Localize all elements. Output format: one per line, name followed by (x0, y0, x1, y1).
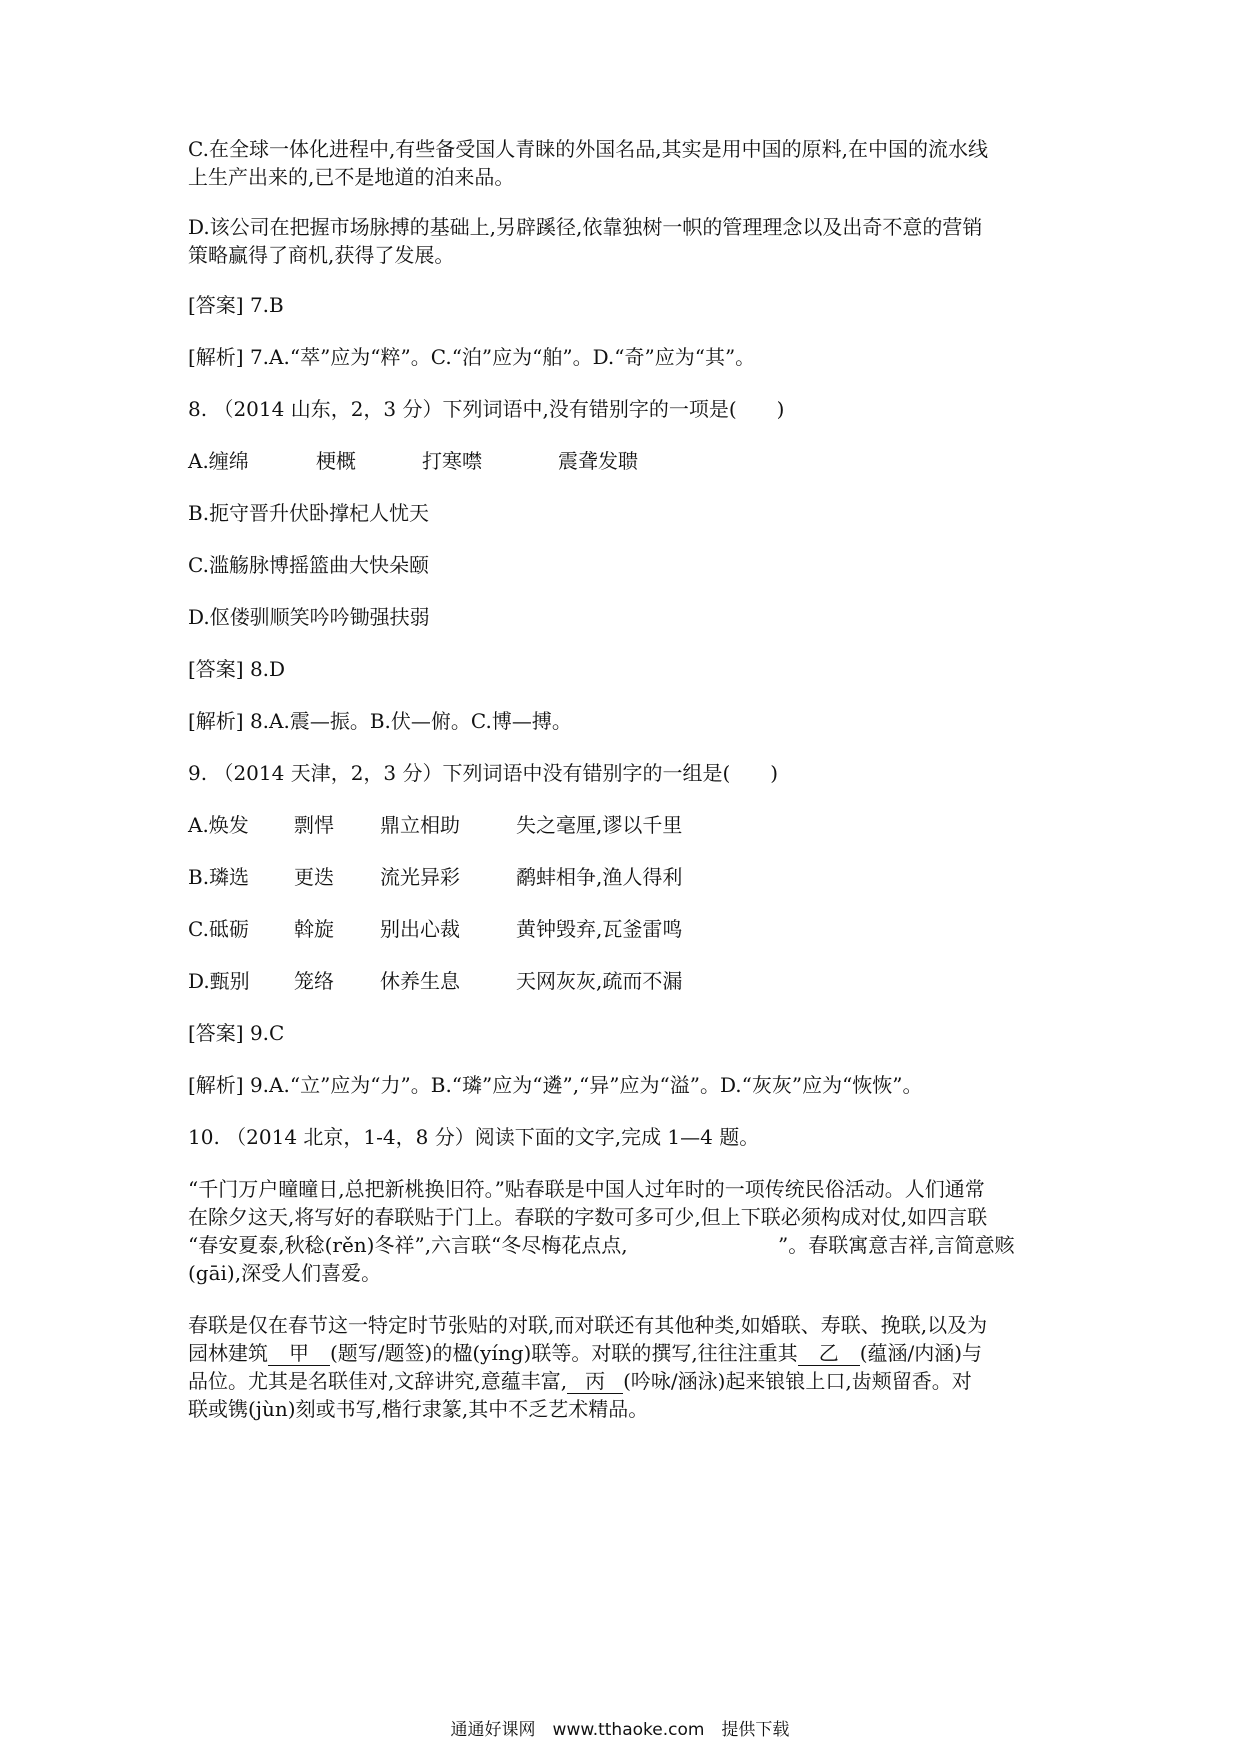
q9-option-a-word-1: A.焕发 (188, 813, 249, 837)
blank-yi: 乙 (798, 1341, 860, 1366)
q8-option-c: C.滥觞脉博摇篮曲大快朵颐 (188, 553, 429, 577)
q8-answer: [答案] 8.D (188, 657, 286, 681)
q9-option-a-word-2: 剽悍 (294, 813, 334, 837)
q9-option-c-word-4: 黄钟毁弃,瓦釜雷鸣 (516, 917, 683, 941)
q9-option-a (188, 810, 1068, 840)
q9-option-b-word-1: B.璘选 (188, 865, 250, 889)
q9-option-b (188, 862, 1068, 892)
q10-p2-line3-text-a: 品位。尤其是名联佳对,文辞讲究,意蕴丰富, (188, 1369, 568, 1393)
q7-analysis: [解析] 7.A.“萃”应为“粹”。C.“泊”应为“舶”。D.“奇”应为“其”。 (188, 345, 756, 369)
q8-option-a-word-4: 震聋发聩 (558, 449, 638, 473)
q7-option-c-line1: C.在全球一体化进程中,有些备受国人青睐的外国名品,其实是用中国的原料,在中国的流水线 (188, 137, 989, 161)
q9-option-b-word-3: 流光异彩 (380, 865, 460, 889)
q9-option-c-word-3: 别出心裁 (380, 917, 460, 941)
q10-p2-line3-text-b: (吟咏/涵泳)起来锒锒上口,齿颊留香。对 (623, 1369, 972, 1393)
q9-option-b-word-4: 鹬蚌相争,渔人得利 (516, 865, 683, 889)
q10-p2-line1: 春联是仅在春节这一特定时节张贴的对联,而对联还有其他种类,如婚联、寿联、挽联,以及为 (188, 1313, 988, 1337)
q7-option-c-line2: 上生产出来的,已不是地道的泊来品。 (188, 165, 515, 189)
q9-option-b-word-2: 更迭 (294, 865, 334, 889)
q10-p2-line2-text-b: (题写/题签)的楹(yíng)联等。对联的撰写,往往注重其 (330, 1341, 798, 1365)
q8-option-b: B.扼守晋升伏卧撑杞人忧天 (188, 501, 430, 525)
q9-option-c-word-2: 斡旋 (294, 917, 334, 941)
q10-p1-line3-text-a: “春安夏泰,秋稔(rěn)冬祥”,六言联“冬尽梅花点点, (188, 1233, 628, 1257)
q10-p1-line3 (188, 1230, 1068, 1260)
q8-option-a-word-1: A.缠绵 (188, 449, 249, 473)
blank-jia: 甲 (268, 1341, 330, 1366)
q9-option-d-word-4: 天网灰灰,疏而不漏 (516, 969, 683, 993)
q10-p2-line4: 联或镌(jùn)刻或书写,楷行隶篆,其中不乏艺术精品。 (188, 1397, 649, 1421)
q8-option-a-word-2: 梗概 (316, 449, 356, 473)
q10-p1-line1: “千门万户曈曈日,总把新桃换旧符。”贴春联是中国人过年时的一项传统民俗活动。人们通常 (188, 1177, 985, 1201)
q9-option-a-word-4: 失之毫厘,谬以千里 (516, 813, 683, 837)
q9-option-d-word-2: 笼络 (294, 969, 334, 993)
q10-p2-line2 (188, 1338, 982, 1368)
q8-option-d: D.伛偻驯顺笑吟吟锄强扶弱 (188, 605, 430, 629)
q8-analysis: [解析] 8.A.震—振。B.伏—俯。C.博—搏。 (188, 709, 572, 733)
q7-answer: [答案] 7.B (188, 293, 284, 317)
q9-stem: 9. （2014 天津，2，3 分）下列词语中没有错别字的一组是( ) (188, 761, 779, 785)
q10-p2-line3 (188, 1366, 972, 1396)
q10-p2-line2-text-c: (蕴涵/内涵)与 (859, 1341, 983, 1365)
blank-bing: 丙 (567, 1369, 623, 1394)
q9-option-d-word-3: 休养生息 (380, 969, 460, 993)
q10-p2-line2-text-a: 园林建筑 (188, 1341, 268, 1365)
q9-answer: [答案] 9.C (188, 1021, 285, 1045)
q9-option-d (188, 966, 1068, 996)
q9-option-a-word-3: 鼎立相助 (380, 813, 460, 837)
q9-option-c (188, 914, 1068, 944)
q9-analysis: [解析] 9.A.“立”应为“力”。B.“璘”应为“遴”,“异”应为“溢”。D.“灰灰”应为“恢恢”。 (188, 1073, 923, 1097)
q10-p1-line2: 在除夕这天,将写好的春联贴于门上。春联的字数可多可少,但上下联必须构成对仗,如四言联 (188, 1205, 988, 1229)
q10-stem: 10. （2014 北京，1-4，8 分）阅读下面的文字,完成 1—4 题。 (188, 1125, 760, 1149)
q7-option-d-line2: 策略赢得了商机,获得了发展。 (188, 243, 455, 267)
q7-option-d-line1: D.该公司在把握市场脉搏的基础上,另辟蹊径,依靠独树一帜的管理理念以及出奇不意的营销 (188, 215, 983, 239)
q9-option-c-word-1: C.砥砺 (188, 917, 249, 941)
q8-option-a (188, 446, 1068, 476)
page-footer: 通通好课网 www.tthaoke.com 提供下载 (450, 1720, 790, 1740)
q9-option-d-word-1: D.甄别 (188, 969, 250, 993)
q10-p1-line4: (gāi),深受人们喜爱。 (188, 1261, 382, 1285)
q8-stem: 8. （2014 山东，2，3 分）下列词语中,没有错别字的一项是( ) (188, 397, 785, 421)
q8-option-a-word-3: 打寒噤 (422, 449, 482, 473)
q10-p1-line3-text-b: ”。春联寓意吉祥,言简意赅 (778, 1233, 1015, 1257)
